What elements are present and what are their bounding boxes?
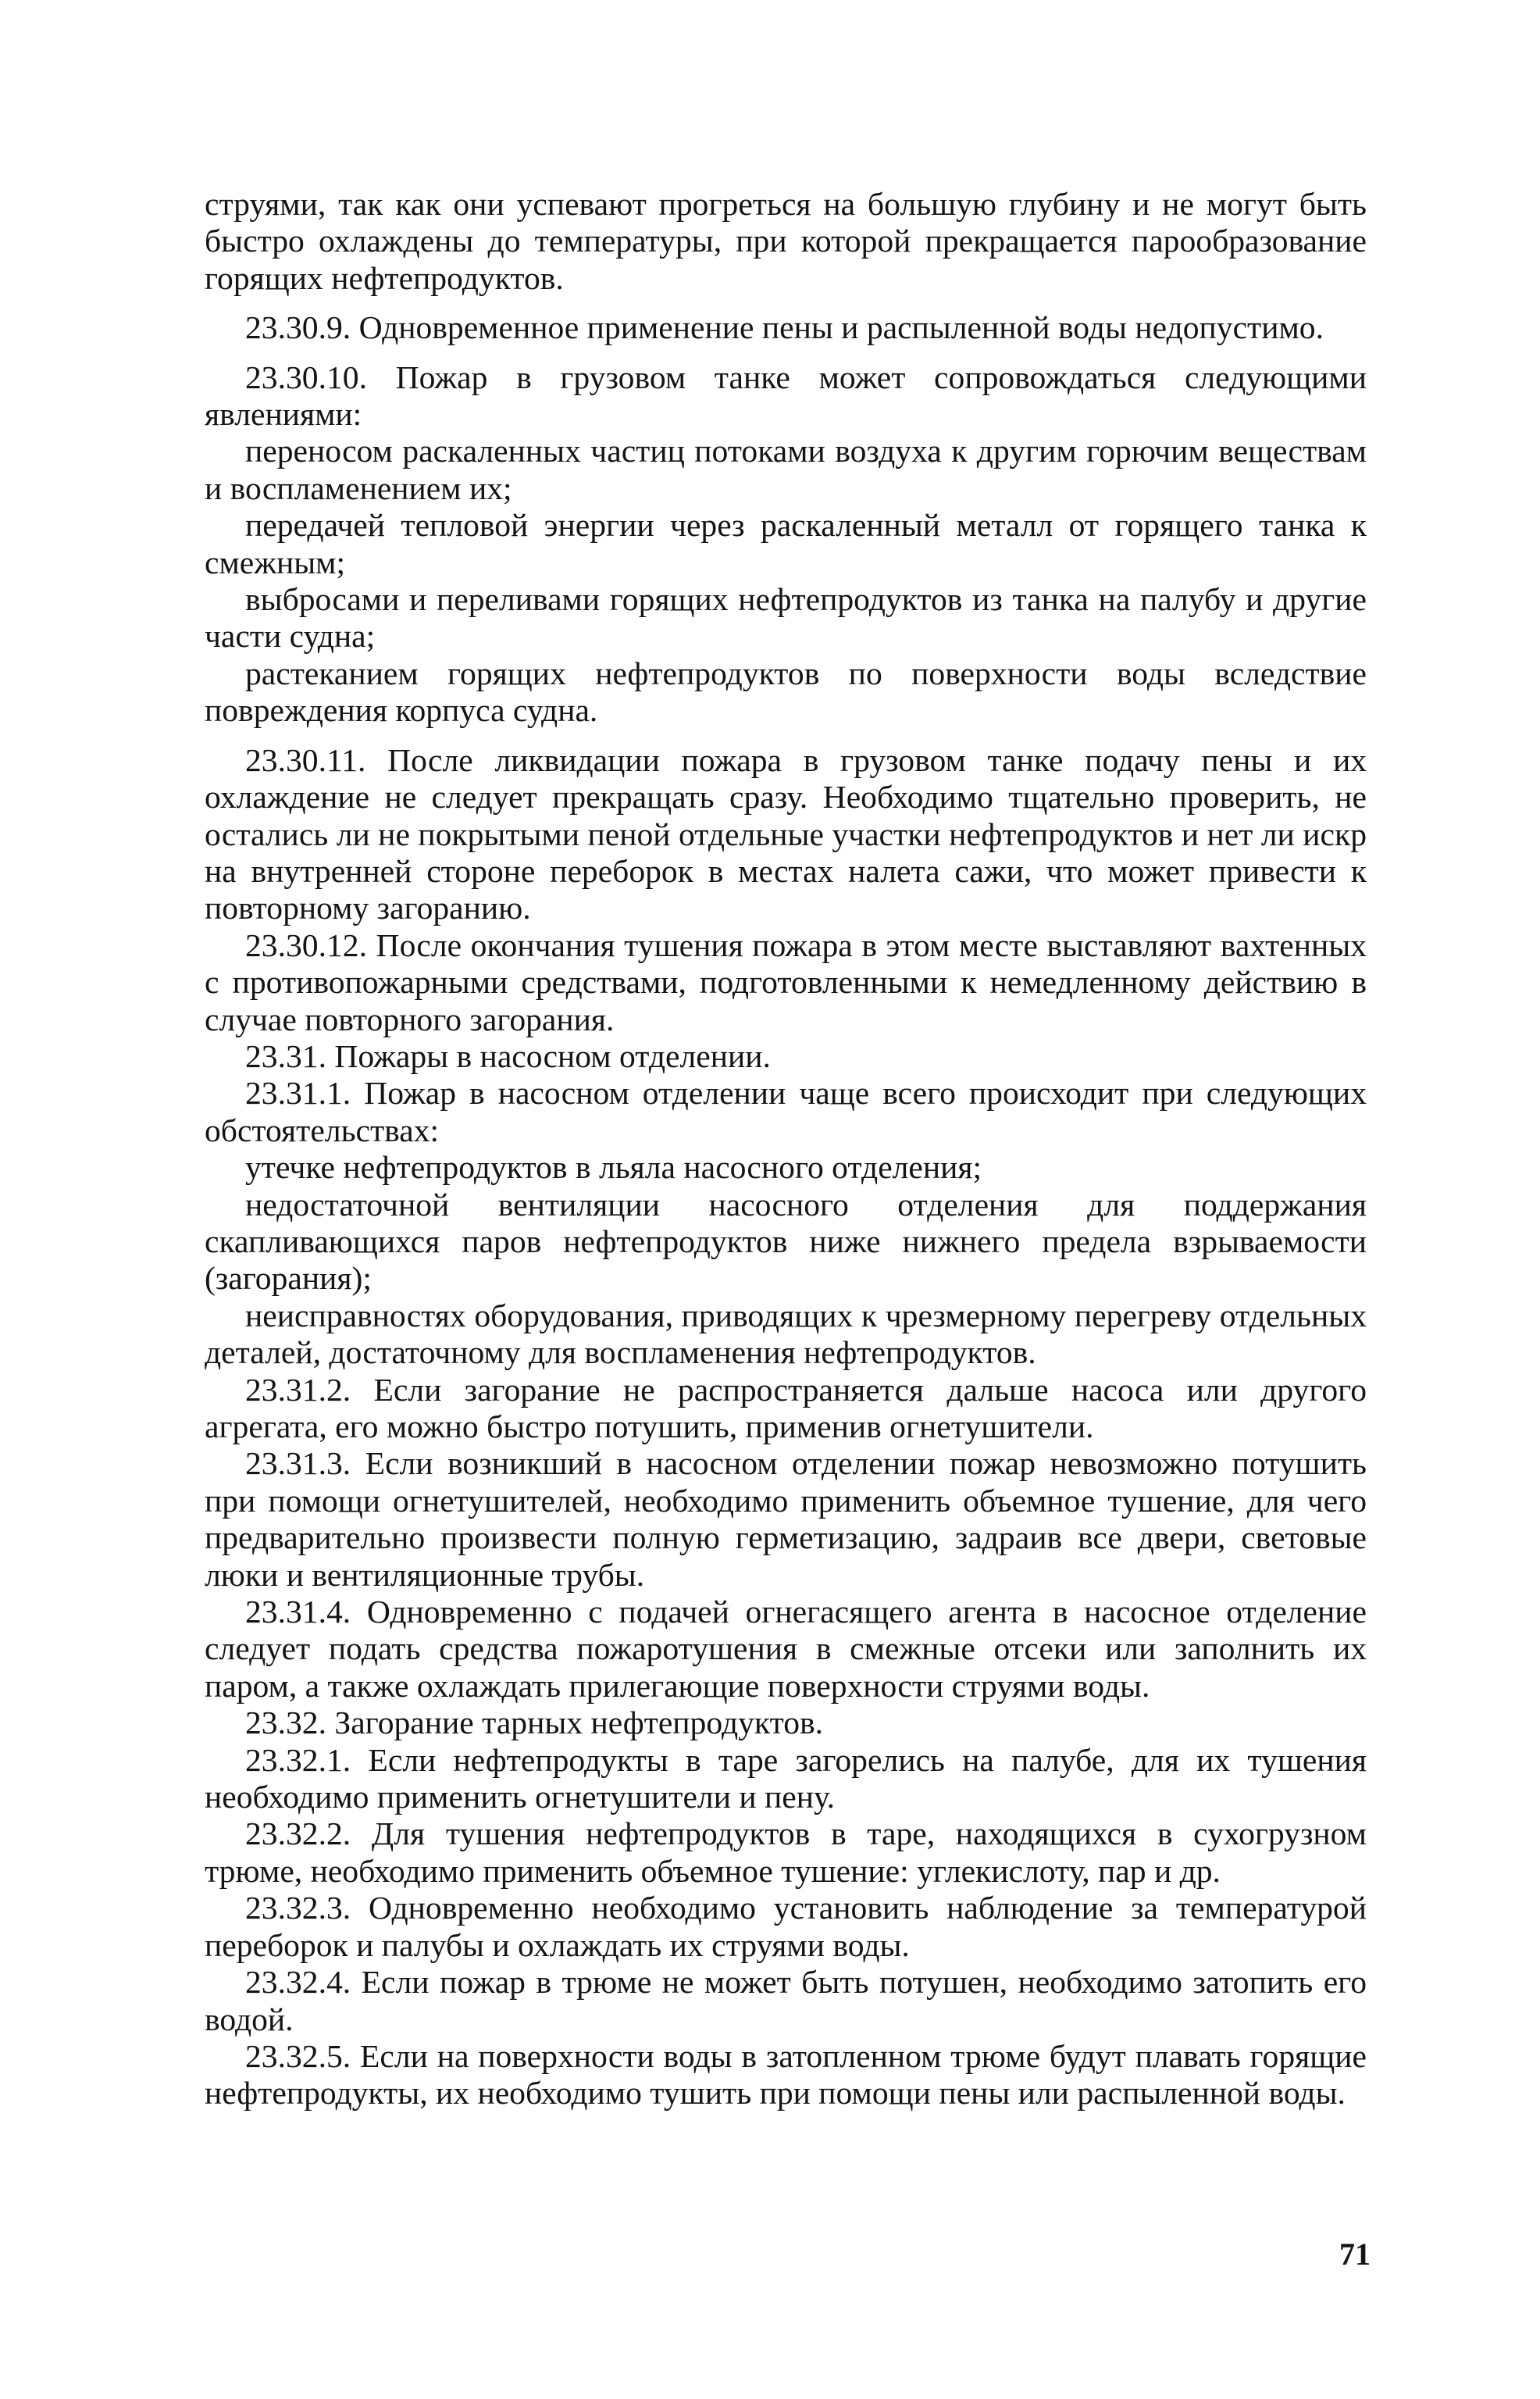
paragraph-23-32-3: 23.32.3. Одновременно необходимо установить наблюдение за температурой переборок и палубы и охлаждать их струями воды. bbox=[205, 1890, 1367, 1963]
list-item: утечке нефтепродуктов в льяла насосного отделения; bbox=[245, 1149, 982, 1186]
body-text bbox=[205, 186, 1367, 2112]
paragraph-continuation: струями, так как они успевают прогреться на большую глубину и не могут быть быстро охлаждены до температуры, при которой прекращается парообразование горящих нефтепродуктов. bbox=[205, 186, 1367, 296]
paragraph-23-30-11: 23.30.11. После ликвидации пожара в грузовом танке подачу пены и их охлаждение не следует прекращать сразу. Необходимо тщательно проверить, не остались ли не покрытыми пеной отдельные участки нефтепродуктов и нет ли искр на внутренней стороне переборок в местах налета сажи, что может привести к повторному загоранию. bbox=[205, 741, 1367, 926]
list-item: недостаточной вентиляции насосного отделения для поддержания скапливающихся паров нефтепродуктов ниже нижнего предела взрываемости (загорания); bbox=[205, 1186, 1367, 1297]
list-item: выбросами и переливами горящих нефтепродуктов из танка на палубу и другие части судна; bbox=[205, 581, 1367, 655]
list-item: неисправностях оборудования, приводящих к чрезмерному перегреву отдельных деталей, достаточному для воспламенения нефтепродуктов. bbox=[205, 1297, 1367, 1371]
paragraph-23-32-1: 23.32.1. Если нефтепродукты в таре загорелись на палубе, для их тушения необходимо применить огнетушители и пену. bbox=[205, 1741, 1367, 1815]
section-heading-23-31: 23.31. Пожары в насосном отделении. bbox=[245, 1037, 771, 1074]
paragraph-23-32-5: 23.32.5. Если на поверхности воды в затопленном трюме будут плавать горящие нефтепродукты, их необходимо тушить при помощи пены или распыленной воды. bbox=[205, 2037, 1367, 2112]
paragraph-23-30-10: 23.30.10. Пожар в грузовом танке может сопровождаться следующими явлениями: bbox=[205, 359, 1367, 433]
section-heading-23-32: 23.32. Загорание тарных нефтепродуктов. bbox=[245, 1705, 824, 1741]
paragraph-23-32-2: 23.32.2. Для тушения нефтепродуктов в таре, находящихся в сухогрузном трюме, необходимо применить объемное тушение: углекислоту, пар и др. bbox=[205, 1815, 1367, 1889]
paragraph-23-31-1: 23.31.1. Пожар в насосном отделении чаще всего происходит при следующих обстоятельствах: bbox=[205, 1075, 1367, 1148]
page-number: 71 bbox=[1339, 2237, 1371, 2272]
paragraph-23-31-2: 23.31.2. Если загорание не распространяется дальше насоса или другого агрегата, его можно быстро потушить, применив огнетушители. bbox=[205, 1371, 1367, 1444]
paragraph-23-31-3: 23.31.3. Если возникший в насосном отделении пожар невозможно потушить при помощи огнетушителей, необходимо применить объемное тушение, для чего предварительно произвести полную герметизацию, задраив все двери, световые люки и вентиляционные трубы. bbox=[205, 1445, 1367, 1593]
list-item: растеканием горящих нефтепродуктов по поверхности воды вследствие повреждения корпуса судна. bbox=[205, 655, 1367, 729]
list-item: переносом раскаленных частиц потоками воздуха к другим горючим веществам и воспламенением их; bbox=[205, 433, 1367, 506]
paragraph-23-30-9: 23.30.9. Одновременное применение пены и распыленной воды недопустимо. bbox=[245, 309, 1324, 346]
list-item: передачей тепловой энергии через раскаленный металл от горящего танка к смежным; bbox=[205, 507, 1367, 580]
paragraph-23-32-4: 23.32.4. Если пожар в трюме не может быть потушен, необходимо затопить его водой. bbox=[205, 1964, 1367, 2037]
paragraph-23-30-12: 23.30.12. После окончания тушения пожара в этом месте выставляют вахтенных с противопожарными средствами, подготовленными к немедленному действию в случае повторного загорания. bbox=[205, 926, 1367, 1037]
paragraph-23-31-4: 23.31.4. Одновременно с подачей огнегасящего агента в насосное отделение следует подать средства пожаротушения в смежные отсеки или заполнить их паром, а также охлаждать прилегающие поверхности струями воды. bbox=[205, 1594, 1367, 1704]
